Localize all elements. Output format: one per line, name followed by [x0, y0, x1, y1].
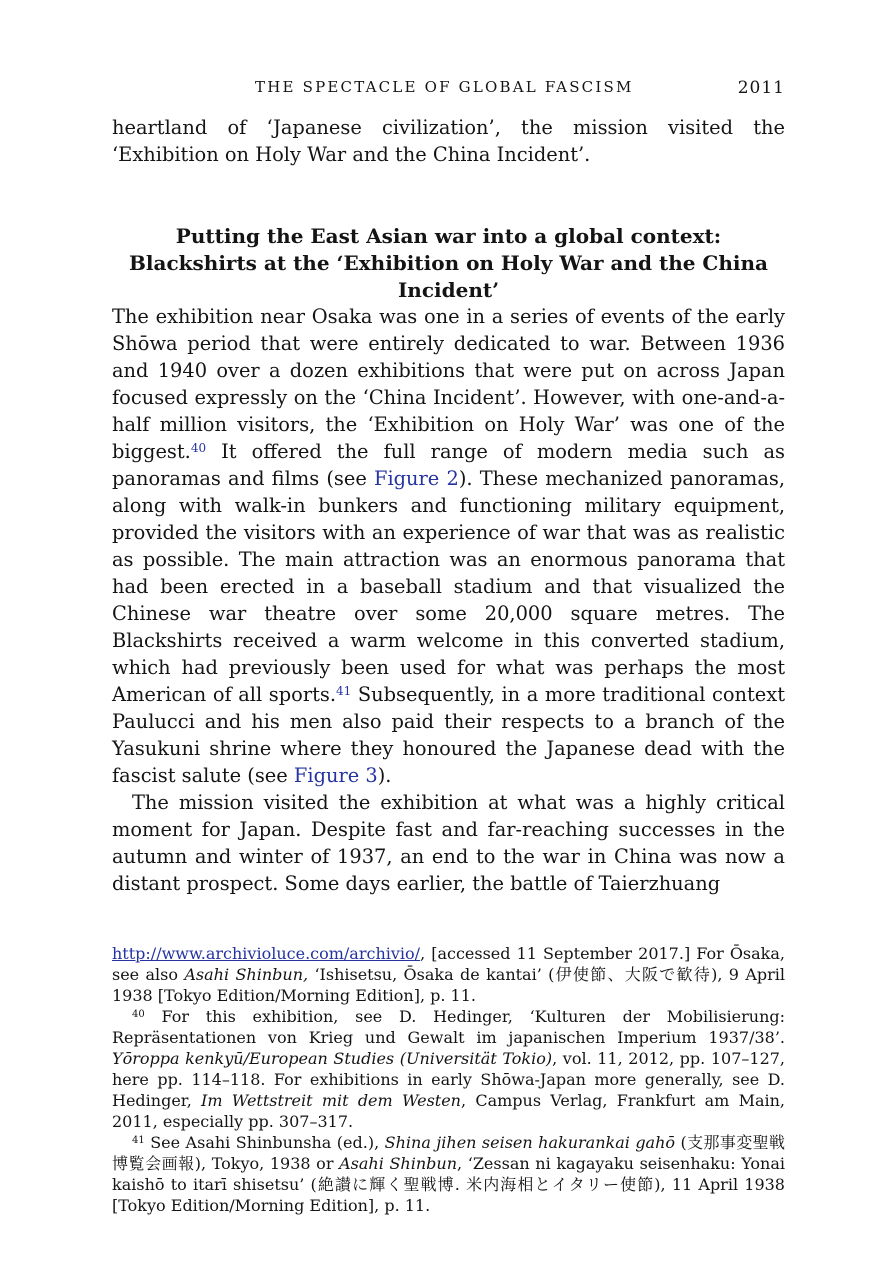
paragraph-continued-text: heartland of ‘Japanese civilization’, the mission visited the ‘Exhibition on Holy War and the China Incident’. [112, 116, 785, 166]
footnote-text: See Asahi Shinbunsha (ed.), [144, 1133, 385, 1152]
paragraph-1-text: The exhibition near Osaka was one in a series of events of the early Shōwa period that were entirely dedicated to war. Between 1936 and 1940 over a dozen exhibitions that were put on across Japan focused expressly on the ‘China Incident’. However, with one-and-a-half million visitors, the ‘Exhibition on Holy War’ was one of the biggest. [112, 305, 785, 463]
footnote-text: , ‘Zessan ni kagayaku seisenhaku: Yonai kaishō to itarī shisetsu’ (絶讃に輝く聖戦博. 米内海相とイタリー使節), 11 April 1938 [Tokyo Edition/Morning Edition], p. 11. [112, 1154, 785, 1215]
running-head-title: THE SPECTACLE OF GLOBAL FASCISM [255, 78, 634, 96]
footnote-41 [112, 1132, 785, 1216]
figure-3-link[interactable]: Figure 3 [293, 764, 378, 787]
footnote-italic: Im Wettstreit mit dem Westen [201, 1091, 461, 1110]
section-heading: Putting the East Asian war into a global context: Blackshirts at the ‘Exhibition on Holy War and the China Incident’ [129, 224, 768, 302]
footnote-italic: Shina jihen seisen hakurankai gahō [384, 1133, 676, 1152]
footnote-39-continued [112, 943, 785, 1006]
main-text [112, 303, 785, 897]
footnotes [112, 943, 785, 1216]
footnote-ref-41[interactable]: 41 [336, 684, 352, 698]
footnote-text: , Campus Verlag, Frankfurt am Main, 2011, especially pp. 307–317. [112, 1091, 786, 1131]
paragraph-1-text: ). These mechanized panoramas, along with walk-in bunkers and functioning military equipment, provided the visitors with an experience of war that was as realistic as possible. The main attraction was an enormous panorama that had been erected in a baseball stadium and that visualized the Chinese war theatre over some 20,000 square metres. The Blackshirts received a warm welcome in this converted stadium, which had previously been used for what was perhaps the most American of all sports. [112, 467, 785, 706]
paragraph-2: The mission visited the exhibition at what was a highly critical moment for Japan. Despite fast and far-reaching successes in the autumn and winter of 1937, an end to the war in China was now a distant prospect. Some days earlier, the battle of Taierzhuang [112, 791, 785, 895]
footnote-number: 41 [132, 1135, 145, 1146]
paragraph-1-text: ). [377, 764, 392, 787]
footnote-text: ‘Ishisetsu, Ōsaka de kantai’ (伊使節、大阪で歓待), 9 April 1938 [Tokyo Edition/Morning Edition], p. 11. [112, 965, 786, 1005]
continued-paragraph [112, 114, 785, 168]
footnote-italic: Asahi Shinbun, [184, 965, 309, 984]
footnote-40 [112, 1006, 785, 1132]
figure-2-link[interactable]: Figure 2 [373, 467, 459, 490]
footnote-italic: Asahi Shinbun [339, 1154, 458, 1173]
paragraph-1-text: It offered the full range of modern media such as panoramas and films (see [112, 440, 785, 490]
paragraph-1 [112, 303, 785, 789]
running-head [112, 78, 785, 100]
footnote-text: (支那事変聖戦博覧会画報), Tokyo, 1938 or [112, 1133, 785, 1173]
footnote-text: , vol. 11, 2012, pp. 107–127, here pp. 114–118. For exhibitions in early Shōwa-Japan more generally, see D. Hedinger, [112, 1049, 786, 1110]
footnote-italic: Yōroppa kenkyū/European Studies (Universität Tokio) [112, 1049, 553, 1068]
footnote-text: , [accessed 11 September 2017.] For Ōsaka, see also [112, 944, 785, 984]
footnote-text: For this exhibition, see D. Hedinger, ‘Kulturen der Mobilisierung: Repräsentationen von Krieg und Gewalt im japanischen Imperium 1937/38’. [112, 1007, 785, 1047]
paragraph-1-text: Subsequently, in a more traditional context Paulucci and his men also paid their respects to a branch of the Yasukuni shrine where they honoured the Japanese dead with the fascist salute (see [112, 683, 785, 787]
footnote-number: 40 [132, 1009, 145, 1020]
page-number: 2011 [737, 78, 785, 98]
archive-url-link[interactable]: http://www.archivioluce.com/archivio/ [112, 944, 421, 963]
footnote-ref-40[interactable]: 40 [190, 441, 207, 455]
